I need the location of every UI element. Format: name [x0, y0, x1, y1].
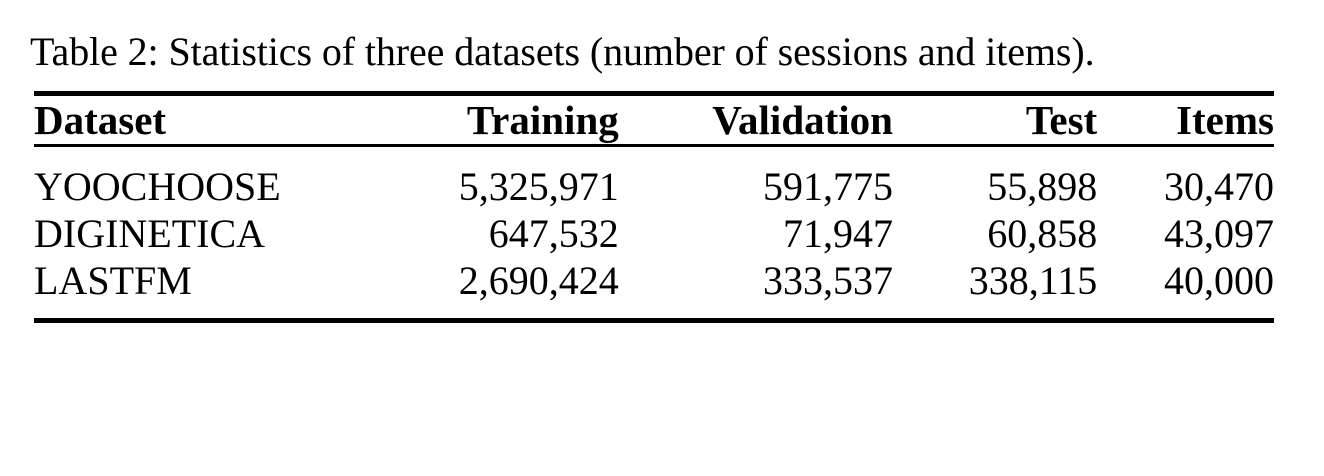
cell-items: 30,470 — [1164, 164, 1274, 210]
cell-test: 60,858 — [987, 211, 1098, 257]
table-caption: Table 2: Statistics of three datasets (number of sessions and items). — [30, 29, 1095, 74]
statistics-table — [34, 91, 1274, 323]
column-header-validation: Validation — [619, 94, 893, 146]
cell-dataset: DIGINETICA — [34, 211, 266, 257]
cell-items: 40,000 — [1097, 257, 1274, 321]
cell-validation: 333,537 — [619, 257, 893, 321]
column-header-test: Test — [893, 94, 1097, 146]
cell-dataset: LASTFM — [34, 257, 388, 321]
cell-items: 43,097 — [1164, 211, 1274, 257]
column-header-dataset: Dataset — [34, 94, 388, 146]
table-header-row — [34, 94, 1274, 146]
table-row — [34, 146, 1274, 211]
cell-validation: 71,947 — [782, 211, 893, 257]
cell-test: 338,115 — [893, 257, 1097, 321]
table-row — [34, 257, 1274, 321]
cell-test: 55,898 — [987, 164, 1098, 210]
cell-training: 2,690,424 — [388, 257, 618, 321]
column-header-training: Training — [388, 94, 618, 146]
table-body — [34, 146, 1274, 321]
cell-validation: 591,775 — [762, 164, 893, 210]
cell-training: 5,325,971 — [458, 164, 619, 210]
cell-training: 647,532 — [488, 211, 619, 257]
table-row — [34, 210, 1274, 257]
cell-dataset: YOOCHOOSE — [34, 164, 281, 210]
table-header — [34, 94, 1274, 146]
column-header-items: Items — [1097, 94, 1274, 146]
